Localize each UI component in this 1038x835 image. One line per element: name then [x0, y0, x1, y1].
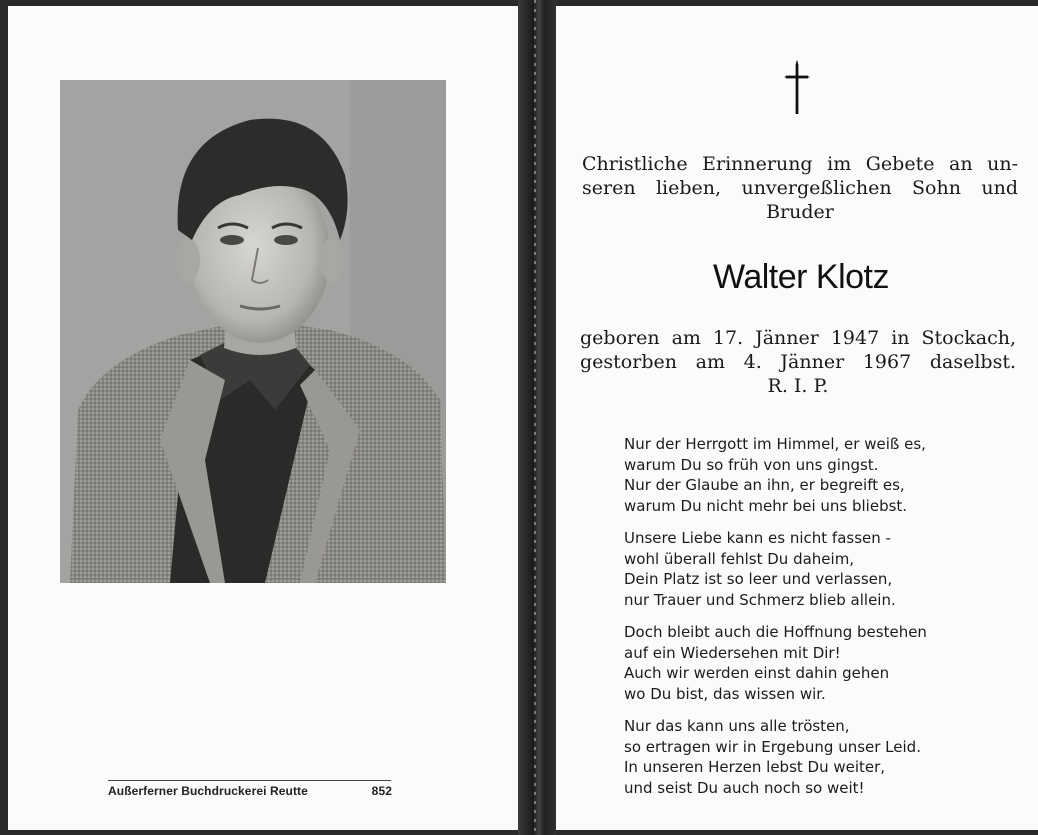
intro-line: Christliche Erinnerung im Gebete an un- [582, 153, 1018, 175]
poem-line: Dein Platz ist so leer und verlassen, [624, 570, 893, 588]
poem-line: warum Du nicht mehr bei uns bliebst. [624, 496, 908, 515]
poem-line: nur Trauer und Schmerz blieb allein. [624, 590, 896, 609]
death-line: gestorben am 4. Jänner 1967 daselbst. [580, 351, 1016, 373]
printer-number: 852 [371, 784, 392, 798]
portrait-illustration [60, 80, 446, 583]
poem-line: Unsere Liebe kann es nicht fassen - [624, 529, 891, 547]
cross-icon [782, 58, 812, 116]
printer-imprint [108, 784, 392, 798]
poem-line: Nur das kann uns alle trösten, [624, 717, 850, 735]
poem-line: wohl überall fehlst Du daheim, [624, 549, 855, 568]
deceased-name: Walter Klotz [712, 258, 889, 296]
poem-line: auf ein Wiedersehen mit Dir! [624, 643, 841, 662]
poem-line: In unseren Herzen lebst Du weiter, [624, 758, 886, 776]
printer-rule [108, 780, 391, 781]
rip-line: R. I. P. [767, 375, 829, 397]
poem-line: und seist Du auch noch so weit! [624, 778, 865, 797]
intro-line: Bruder [766, 201, 834, 223]
intro-line: seren lieben, unvergeßlichen Sohn und [582, 177, 1018, 199]
memorial-poem [624, 434, 996, 810]
poem-line: wo Du bist, das wissen wir. [624, 684, 826, 703]
portrait-photo [60, 80, 446, 583]
poem-line: Doch bleibt auch die Hoffnung bestehen [624, 623, 927, 641]
poem-line: Nur der Herrgott im Himmel, er weiß es, [624, 435, 926, 453]
poem-line: Auch wir werden einst dahin gehen [624, 664, 890, 682]
left-card [8, 6, 518, 830]
memorial-intro [582, 152, 1018, 224]
poem-line: Nur der Glaube an ihn, er begreift es, [624, 476, 905, 494]
life-dates [580, 326, 1016, 398]
right-card [556, 6, 1038, 830]
poem-stanza [624, 622, 996, 704]
poem-stanza [624, 434, 996, 516]
poem-stanza [624, 528, 996, 610]
card-spine [518, 0, 556, 835]
poem-line: so ertragen wir in Ergebung unser Leid. [624, 737, 921, 756]
poem-stanza [624, 716, 996, 798]
printer-name: Außerferner Buchdruckerei Reutte [108, 784, 308, 798]
birth-line: geboren am 17. Jänner 1947 in Stockach, [580, 327, 1016, 349]
poem-line: warum Du so früh von uns gingst. [624, 455, 879, 474]
